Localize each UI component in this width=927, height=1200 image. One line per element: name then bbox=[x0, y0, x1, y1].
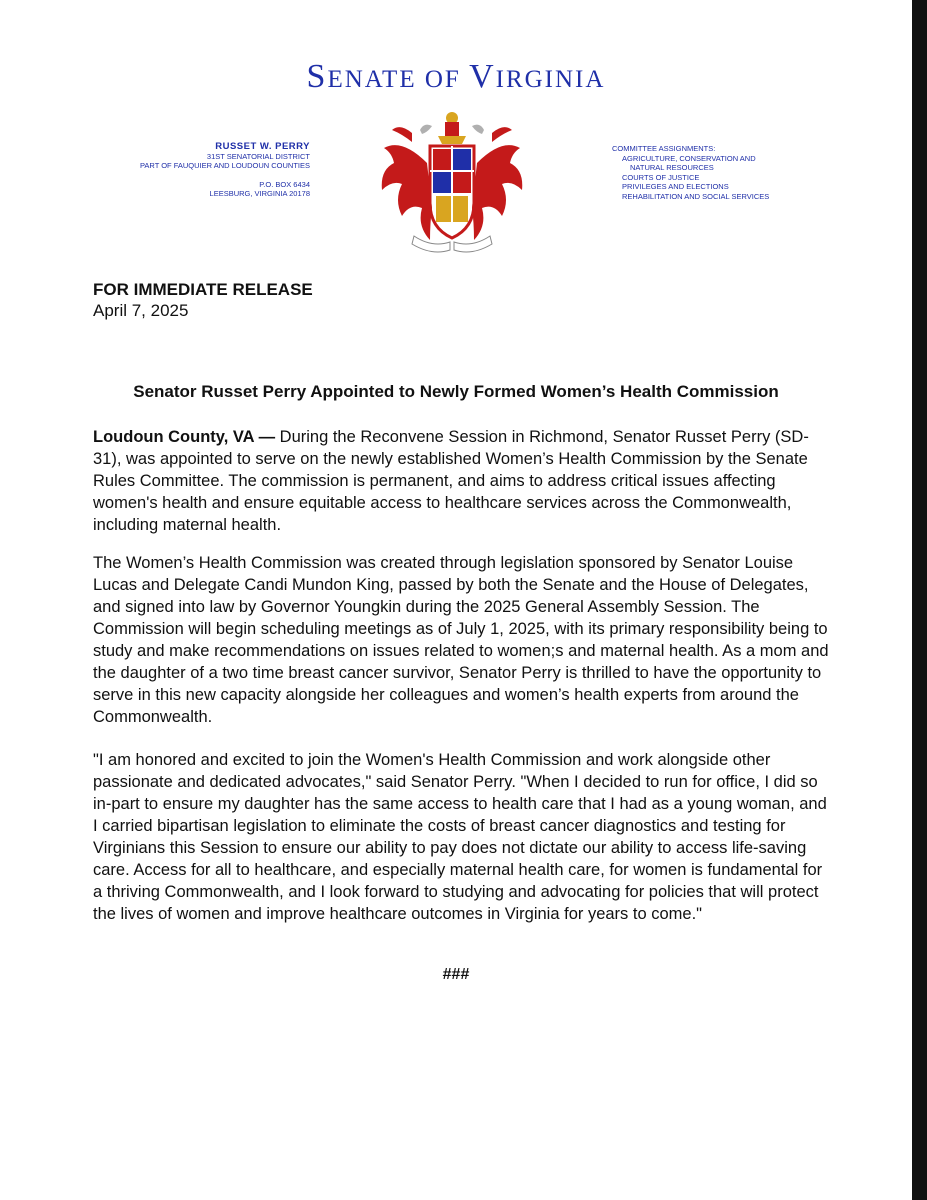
senator-po-box: P.O. BOX 6434 bbox=[259, 179, 310, 189]
committee-heading: COMMITTEE ASSIGNMENTS: bbox=[612, 144, 716, 153]
committee-assignments bbox=[612, 144, 842, 201]
screen-edge bbox=[912, 0, 927, 1200]
senator-counties: PART OF FAUQUIER AND LOUDOUN COUNTIES bbox=[139, 161, 310, 170]
dateline: Loudoun County, VA — bbox=[93, 428, 276, 446]
headline: Senator Russet Perry Appointed to Newly Formed Women’s Health Commission bbox=[133, 382, 779, 401]
body-paragraph-2: The Women’s Health Commission was created through legislation sponsored by Senator Louise Lucas and Delegate Candi Mundon King, passed by both the Senate and the House of Delegates, and signed into law by Governor Youngkin during the 2025 General Assembly Session. The Commission will begin scheduling meetings as of July 1, 2025, with its primary responsibility being to study and make recommendations on issues related to women;s and maternal health. As a mom and the daughter of a two time breast cancer survivor, Senator Perry is thrilled to have the opportunity to serve in this new capacity alongside her colleagues and women’s health experts from around the Commonwealth. bbox=[93, 554, 829, 726]
body-paragraph-1: Loudoun County, VA — During the Reconvene Session in Richmond, Senator Russet Perry (SD-31), was appointed to serve on the newly established Women’s Health Commission by the Senate Rules Committee. The commission is permanent, and aims to address critical issues affecting women's health and ensure equitable access to healthcare services across the Commonwealth, including maternal health. bbox=[93, 428, 809, 534]
committee-item: COURTS OF JUSTICE bbox=[622, 172, 700, 182]
senator-name: RUSSET W. PERRY bbox=[215, 141, 310, 152]
committee-item: AGRICULTURE, CONSERVATION AND bbox=[622, 153, 756, 163]
virginia-senate-seal bbox=[372, 108, 532, 258]
senator-info bbox=[85, 142, 310, 199]
letterhead-title: SENATE OF VIRGINIA bbox=[306, 58, 606, 95]
release-label: FOR IMMEDIATE RELEASE bbox=[93, 280, 313, 299]
committee-item: NATURAL RESOURCES bbox=[630, 163, 714, 172]
senator-city: LEESBURG, VIRGINIA 20178 bbox=[209, 189, 310, 198]
body-paragraph-3: "I am honored and excited to join the Women's Health Commission and work alongside other passionate and dedicated advocates," said Senator Perry. "When I decided to run for office, I did so in-part to ensure my daughter has the same access to health care that I had as a young woman, and I carried bipartisan legislation to eliminate the costs of breast cancer diagnostics and testing for Virginians this Session to ensure our ability to pay does not dictate our ability to access life-saving care. Access for all to healthcare, and especially maternal health care, for women is fundamental for a thriving Commonwealth, and I look forward to studying and advocating for policies that will protect the lives of women and improve healthcare outcomes in Virginia for years to come." bbox=[93, 751, 827, 923]
end-mark: ### bbox=[442, 966, 470, 983]
committee-item: PRIVILEGES AND ELECTIONS bbox=[622, 182, 729, 191]
committee-item: REHABILITATION AND SOCIAL SERVICES bbox=[622, 191, 770, 201]
senator-district: 31ST SENATORIAL DISTRICT bbox=[206, 151, 310, 161]
release-date: April 7, 2025 bbox=[93, 301, 189, 320]
